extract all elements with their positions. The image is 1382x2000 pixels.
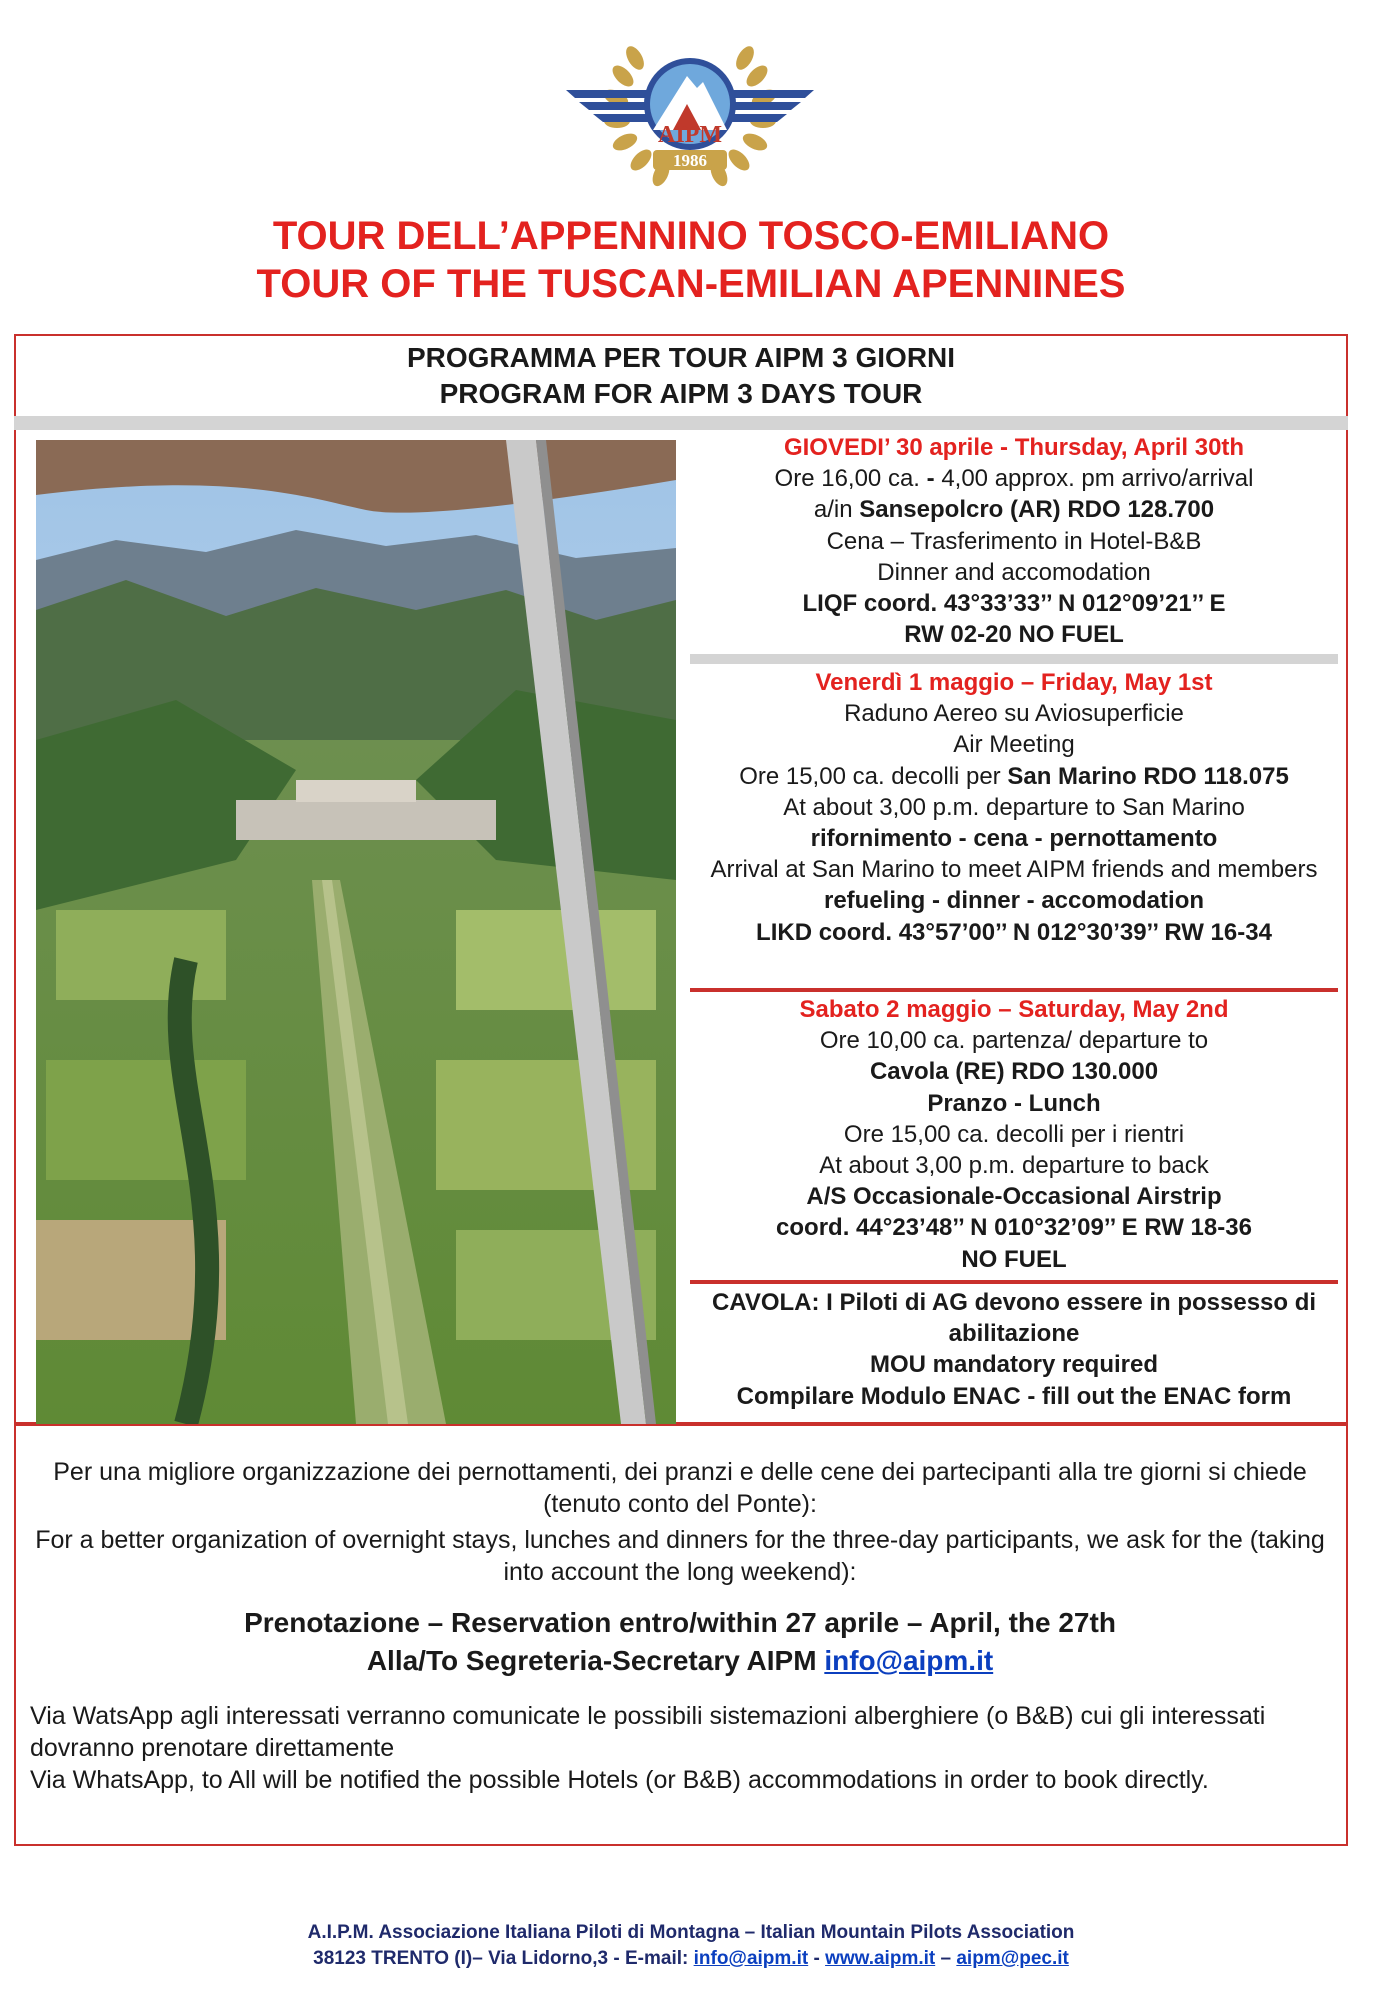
footer-association: A.I.P.M. Associazione Italiana Piloti di Montagna – Italian Mountain Pilots Association <box>307 1922 1075 1943</box>
footer-email-link[interactable]: info@aipm.it <box>693 1948 809 1969</box>
title-english: TOUR OF THE TUSCAN-EMILIAN APENNINES <box>256 262 1126 306</box>
info-paragraph-en: For a better organization of overnight stays, lunches and dinners for the three-day participants, we ask for the (taking into account the long weekend): <box>35 1526 1325 1586</box>
day2-line2: Air Meeting <box>953 731 1075 759</box>
cavola-note <box>690 1287 1338 1412</box>
divider-bar <box>690 654 1338 664</box>
footer <box>0 1920 1382 1972</box>
day1-title: GIOVEDI’ 30 aprile - Thursday, April 30th <box>783 434 1245 461</box>
day1-runway: RW 02-20 NO FUEL <box>904 621 1124 649</box>
day3-title: Sabato 2 maggio – Saturday, May 2nd <box>799 996 1229 1023</box>
day1-at: a/in <box>813 496 860 524</box>
day3-line3: Pranzo - Lunch <box>927 1089 1101 1117</box>
reservation-deadline: Prenotazione – Reservation entro/within 27 aprile – April, the 27th <box>244 1607 1116 1638</box>
day2-coords: LIKD coord. 43°57’00’’ N 012°30’39’’ RW 16-34 <box>756 918 1272 946</box>
cavola-line2: MOU mandatory required <box>869 1351 1159 1379</box>
title-italian: TOUR DELL’APPENNINO TOSCO-EMILIANO <box>272 214 1110 258</box>
day3-line2: Cavola (RE) RDO 130.000 <box>869 1058 1159 1086</box>
day3-block <box>690 994 1338 1275</box>
day1-time: Ore 16,00 ca. <box>774 465 927 493</box>
day3-line5: At about 3,00 p.m. departure to back <box>819 1152 1209 1180</box>
day2-line1: Raduno Aereo su Aviosuperficie <box>844 700 1184 728</box>
aerial-photo <box>36 440 676 1424</box>
day2-block <box>690 667 1338 948</box>
day2-line5: rifornimento - cena - pernottamento <box>810 825 1218 853</box>
day2-line6: Arrival at San Marino to meet AIPM friends and members <box>710 856 1318 884</box>
info-paragraph-it: Per una migliore organizzazione dei pernottamenti, dei pranzi e delle cene dei partecipanti alla tre giorni si chiede (tenuto conto del Ponte): <box>53 1458 1307 1518</box>
day1-line4: Dinner and accomodation <box>877 558 1151 586</box>
reservation-secretary: Alla/To Segreteria-Secretary AIPM <box>366 1645 825 1676</box>
footer-address <box>0 1946 1382 1972</box>
whatsapp-block <box>30 1700 1340 1796</box>
footer-website-link[interactable]: www.aipm.it <box>825 1948 936 1969</box>
day1-line3: Cena – Trasferimento in Hotel-B&B <box>826 527 1202 555</box>
day1-block <box>690 432 1338 650</box>
day1-coords: LIQF coord. 43°33’33’’ N 012°09’21’’ E <box>802 590 1226 618</box>
day3-coords: coord. 44°23’48’’ N 010°32’09’’ E RW 18-36 <box>776 1214 1252 1242</box>
day3-line6: A/S Occasionale-Occasional Airstrip <box>806 1183 1222 1211</box>
day3-line1: Ore 10,00 ca. partenza/ departure to <box>819 1027 1209 1055</box>
whatsapp-en: Via WhatsApp, to All will be notified the possible Hotels (or B&B) accommodations in order to book directly. <box>30 1766 1209 1794</box>
day1-airfield: Sansepolcro (AR) RDO 128.700 <box>859 496 1215 524</box>
aipm-logo <box>561 18 819 190</box>
separator <box>690 988 1338 992</box>
cavola-line1: CAVOLA: I Piloti di AG devono essere in possesso di abilitazione <box>711 1289 1317 1348</box>
day2-title: Venerdì 1 maggio – Friday, May 1st <box>815 669 1213 696</box>
program-heading <box>14 340 1348 412</box>
footer-sep: – <box>935 1948 957 1969</box>
cavola-line3: Compilare Modulo ENAC - fill out the ENAC form <box>736 1382 1292 1410</box>
day2-line3 <box>690 761 1338 792</box>
svg-text:AIPM: AIPM <box>658 122 722 148</box>
day2-line7: refueling - dinner - accomodation <box>823 887 1205 915</box>
program-heading-it: PROGRAMMA PER TOUR AIPM 3 GIORNI <box>406 342 956 373</box>
footer-pec-link[interactable]: aipm@pec.it <box>956 1948 1069 1969</box>
day3-line4: Ore 15,00 ca. decolli per i rientri <box>843 1120 1185 1148</box>
program-heading-en: PROGRAM FOR AIPM 3 DAYS TOUR <box>439 378 923 409</box>
separator <box>690 1280 1338 1284</box>
day2-destination: San Marino RDO 118.075 <box>1007 762 1289 790</box>
day1-line2 <box>690 494 1338 525</box>
divider-bar <box>14 416 1348 430</box>
day2-departure: Ore 15,00 ca. decolli per <box>739 762 1008 790</box>
footer-sep: - <box>808 1948 826 1969</box>
reservation-block <box>30 1604 1330 1680</box>
day1-arrival: 4,00 approx. pm arrivo/arrival <box>941 465 1254 493</box>
day1-line1 <box>690 463 1338 494</box>
footer-address-text: 38123 TRENTO (I)– Via Lidorno,3 - E-mail: <box>313 1948 694 1969</box>
svg-text:1986: 1986 <box>673 151 707 170</box>
aerial-airstrip-photo-icon <box>36 440 676 1424</box>
reservation-contact <box>30 1642 1330 1680</box>
day1-dash: - <box>926 465 942 493</box>
whatsapp-it: Via WatsApp agli interessati verranno comunicate le possibili sistemazioni alberghiere (o B&B) cui gli interessati dovranno prenotare direttamente <box>30 1702 1266 1762</box>
day3-fuel: NO FUEL <box>961 1245 1067 1273</box>
aipm-emblem-icon <box>561 18 819 190</box>
day2-line4: At about 3,00 p.m. departure to San Marino <box>783 793 1245 821</box>
reservation-email-link[interactable]: info@aipm.it <box>824 1645 994 1676</box>
